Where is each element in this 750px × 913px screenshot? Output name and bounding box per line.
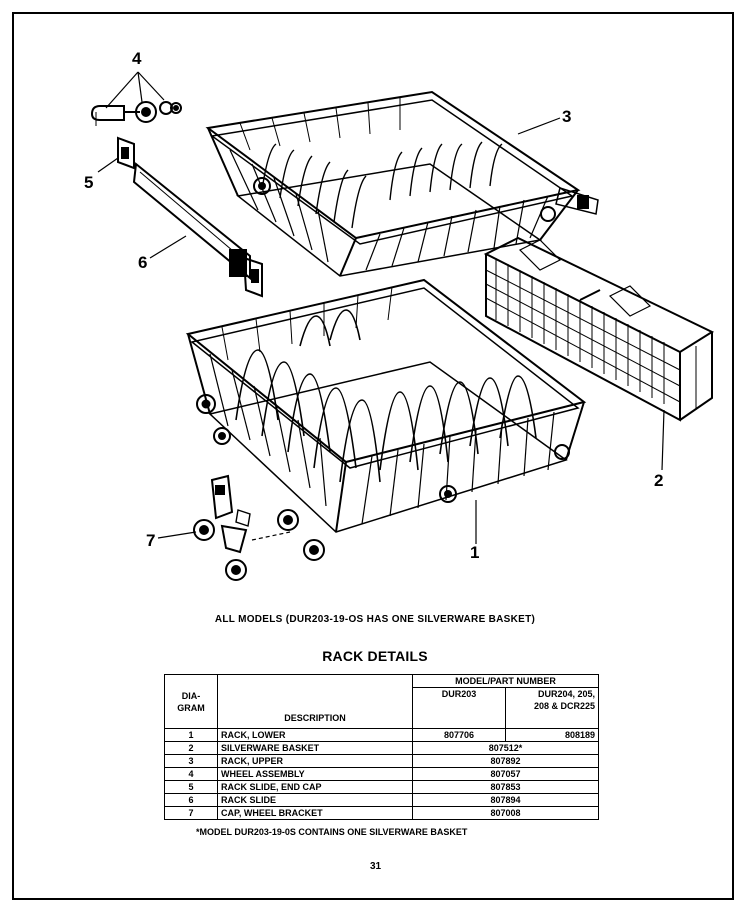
callout-1: 1 — [470, 543, 480, 562]
table-title: RACK DETAILS — [322, 648, 428, 664]
row-part-number: 807512* — [413, 742, 599, 755]
rack-slide-illustration — [118, 138, 262, 296]
table-row — [165, 781, 599, 794]
row-description: RACK, UPPER — [218, 755, 413, 768]
header-col-dur203: DUR203 — [413, 688, 506, 729]
figure-caption: ALL MODELS (DUR203-19-OS HAS ONE SILVERWARE BASKET) — [214, 614, 536, 625]
silverware-basket-illustration — [486, 238, 712, 420]
row-diagram-number: 4 — [165, 768, 218, 781]
table-row — [165, 755, 599, 768]
header-model-part-number: MODEL/PART NUMBER — [413, 675, 599, 688]
row-part-number: 807057 — [413, 768, 599, 781]
row-part-number-dur203: 807706 — [413, 729, 506, 742]
wheel-bracket-illustration — [194, 476, 250, 580]
leader-lines — [98, 72, 664, 544]
table-row — [165, 742, 599, 755]
row-diagram-number: 3 — [165, 755, 218, 768]
row-diagram-number: 7 — [165, 807, 218, 820]
row-description: RACK SLIDE — [218, 794, 413, 807]
row-description: SILVERWARE BASKET — [218, 742, 413, 755]
footnote: *MODEL DUR203-19-0S CONTAINS ONE SILVERWARE BASKET — [196, 827, 468, 837]
table-row — [165, 729, 599, 742]
row-diagram-number: 2 — [165, 742, 218, 755]
lower-rack-illustration — [188, 280, 584, 560]
row-part-number: 807892 — [413, 755, 599, 768]
table-row — [165, 807, 599, 820]
callout-7: 7 — [146, 531, 156, 550]
row-description: CAP, WHEEL BRACKET — [218, 807, 413, 820]
row-diagram-number: 5 — [165, 781, 218, 794]
callout-5: 5 — [84, 173, 94, 192]
callout-4: 4 — [132, 49, 142, 68]
row-description: WHEEL ASSEMBLY — [218, 768, 413, 781]
row-description: RACK SLIDE, END CAP — [218, 781, 413, 794]
rack-details-table — [164, 674, 599, 820]
row-part-number: 807008 — [413, 807, 599, 820]
callout-2: 2 — [654, 471, 664, 490]
header-diagram: DIA- GRAM — [165, 675, 218, 729]
page-number: 31 — [370, 861, 382, 872]
wheel-assembly-illustration — [92, 102, 181, 126]
row-part-number: 807853 — [413, 781, 599, 794]
header-description: DESCRIPTION — [218, 675, 413, 729]
row-description: RACK, LOWER — [218, 729, 413, 742]
row-diagram-number: 6 — [165, 794, 218, 807]
table-row — [165, 768, 599, 781]
header-col-dur204: DUR204, 205, 208 & DCR225 — [506, 688, 599, 729]
row-diagram-number: 1 — [165, 729, 218, 742]
callout-3: 3 — [562, 107, 572, 126]
row-part-number-dur204: 808189 — [506, 729, 599, 742]
row-part-number: 807894 — [413, 794, 599, 807]
callout-6: 6 — [138, 253, 148, 272]
table-row — [165, 794, 599, 807]
